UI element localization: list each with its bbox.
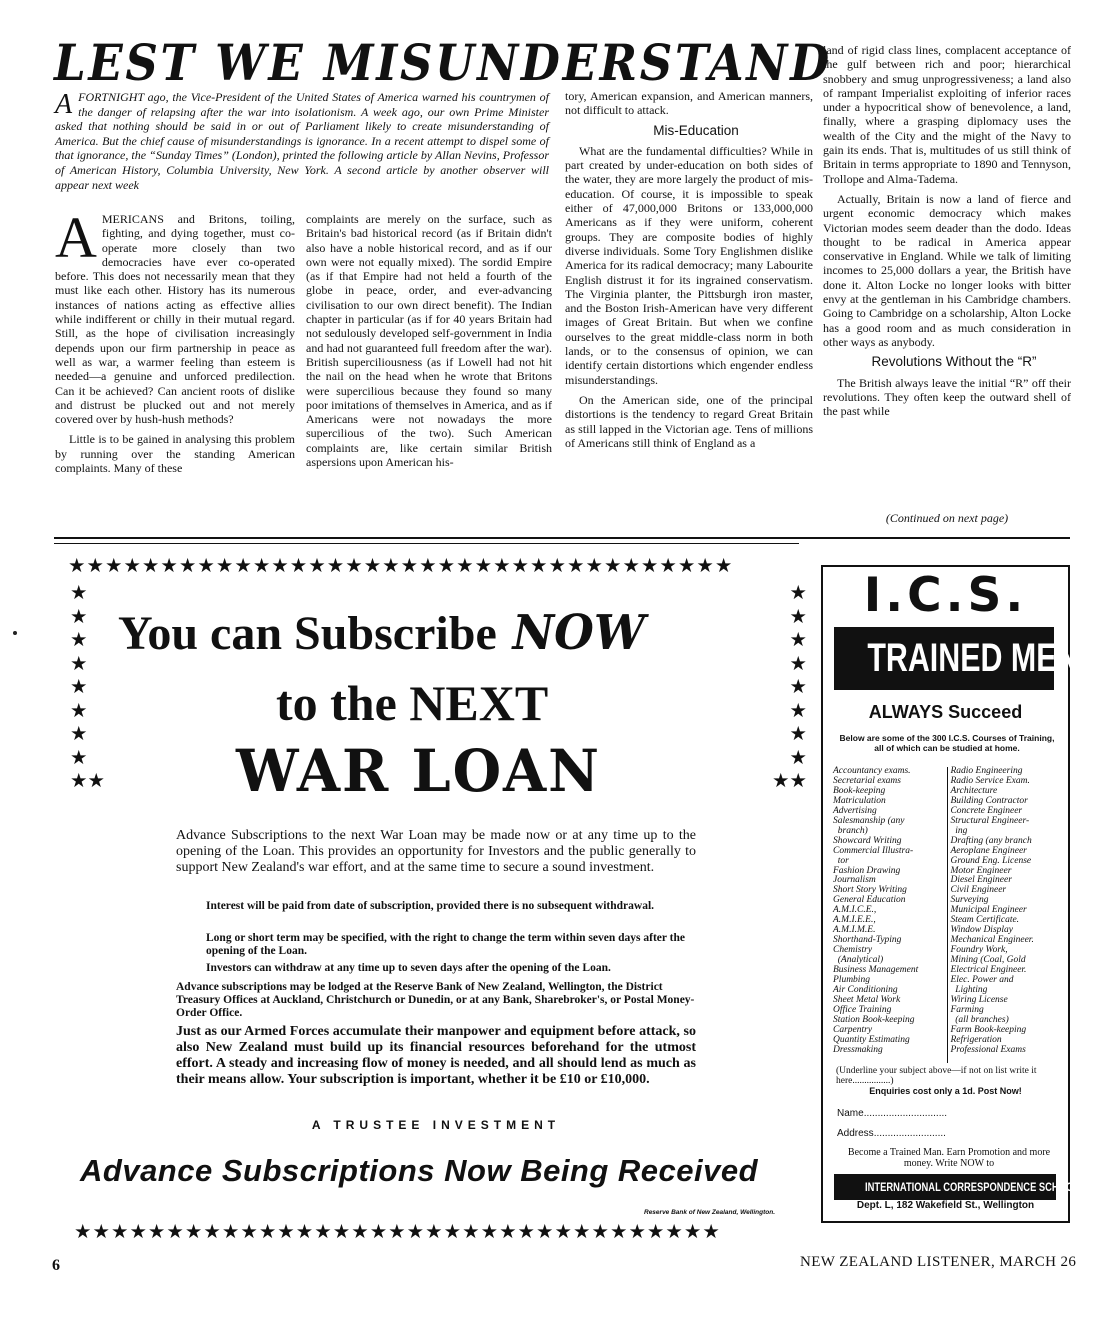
course-item: Civil Engineer [950,885,1007,896]
article-column-2 [306,212,552,469]
print-blemish [13,631,17,635]
publication-folio: NEW ZEALAND LISTENER, MARCH 26 [800,1254,1077,1270]
become-trained-note: Become a Trained Man. Earn Promotion and more money. Write NOW to [847,1147,1051,1169]
course-item: Radio Engineering [950,766,1023,776]
trustee-investment-label: A TRUSTEE INVESTMENT [311,1118,561,1132]
intro-text: FORTNIGHT ago, the Vice-President of the United States of America warned his countrymen of the danger of relapsing after the war into isolationism. A week ago, our own Prime Minister asked that nothing should be said in or out of Parliament likely to create misunderstanding of America. But the chief cause of misunderstandings is ignorance. In a recent attempt to dispel some of that ignorance, the “Sunday Times” (London), printed the following article by Allan Nevins, Professor of American History, Columbia University, New York. A second article by another observer will appear next week [55,90,549,192]
intro-drop-letter: A [55,89,73,120]
body-paragraph: The British always leave the initial “R” off their revolutions. They often keep the outward shell of the past while [823,375,1071,419]
subheading-mis-education: Mis-Education [653,122,739,138]
star-border-bottom: ★★★★★★★★★★★★★★★★★★★★★★★★★★★★★★★★★★★ [74,1220,721,1243]
course-item: Carpentry [833,1024,873,1035]
war-loan-lodging-info: Advance subscriptions may be lodged at the Reserve Bank of New Zealand, Wellington, the District Treasury Offices at Auckland, Christchurch or Dunedin, or at any Bank, Sharebroker's, or Postal Money-Order Office. [176,981,695,1019]
always-succeed [821,702,1070,723]
underline-instruction: (Underline your subject above—if not on list write it here................) [836,1066,1037,1086]
course-item: Dressmaking [833,1044,883,1055]
war-loan-title-line-1 [118,605,738,662]
ics-title: I.C.S. [863,568,1028,623]
course-item: Electrical Engineer. [950,965,1027,976]
course-item: Window Display [950,925,1013,936]
course-item: Surveying [950,895,989,906]
course-item: Elec. Power and [950,975,1014,986]
course-item: Accountancy exams. [833,766,911,776]
trained-men-banner [834,627,1079,690]
schools-text: INTERNATIONAL CORRESPONDENCE SCHOOLS [865,1180,1086,1194]
title-subscribe: You can Subscribe [118,607,497,660]
advance-subscriptions-banner: Advance Subscriptions Now Being Received [80,1153,759,1188]
article-intro [55,90,549,192]
course-item: Mining (Coal, Gold [950,955,1026,966]
body-paragraph-text: MERICANS and Britons, toiling, fighting, and dying together, must co-operate more closely than two democracies have ever co-operated before. This does not necessarily mean that they must like each other. History has its numerous instances of nations acting as effective allies while indifferent or chilly in their mutual regard. Still, as the hope of civilisation increasingly depends upon our firm partnership in peace as well as war, a warmer feeling than esteem is needed—a genuine and unforced predilection. Can it be achieved? Can ancient roots of dislike and distrust be plucked out and not merely covered over by hush-hush methods? [55,212,295,427]
course-item: Professional Exams [950,1044,1026,1055]
course-column-right [947,767,1059,1063]
article-headline: LEST WE MISUNDERSTAND [54,33,832,92]
body-paragraph: land of rigid class lines, complacent acceptance of the gulf between rich and poor; hierarchical snobbery and smug unprogressiveness; a land also of rampant Imperialist exploiting of inferior races under a hypocritical show of benevolence, a land, finally, where a grasping diplomacy uses the wealth of the City and the might of the Navy to gain its ends. That is, multitudes of us still think of Britain in terms appropriate to 1890 and Tennyson, Trollope and Alma-Tadema. [823,43,1071,186]
course-item: Mechanical Engineer. [950,935,1034,946]
course-item: Ground Eng. License [950,855,1032,866]
course-item: Municipal Engineer [950,905,1027,916]
name-dots: .............................. [863,1108,948,1119]
enquiries-note: Enquiries cost only a 1d. Post Now! [869,1086,1022,1096]
course-item: Radio Service Exam. [950,775,1030,786]
body-drop-cap: A [55,205,97,270]
war-loan-condition: Interest will be paid from date of subscription, provided there is no subsequent withdrawal. [206,900,655,912]
course-item: A.M.I.C.E., [833,905,877,916]
address-field[interactable] [837,1128,1063,1139]
body-paragraph: On the American side, one of the principal distortions is the tendency to regard Great Britain as still lapped in the Victorian age. Tens of millions of Americans still think of England as a [565,392,813,450]
course-item: Foundry Work, [950,945,1008,956]
succeed-text: Succeed [948,702,1023,722]
course-item: Business Management [833,965,919,976]
name-label: Name [837,1108,864,1119]
course-item: tor [833,855,849,866]
ics-schools-banner [834,1174,1086,1200]
course-item: Commercial Illustra- [833,845,914,856]
course-item: Lighting [950,984,988,995]
course-item: A.M.I.E.E., [833,915,876,926]
article-column-4 [823,43,1071,418]
war-loan-condition: Long or short term may be specified, with the right to change the term within seven days after the opening of the Loan. [206,932,686,957]
course-item: Chemistry [833,945,873,956]
war-loan-title-line-3: WAR LOAN [236,737,601,805]
trained-men-text: TRAINED MEN [867,636,1079,680]
course-item: Short Story Writing [833,885,907,896]
course-item: Wiring License [950,994,1008,1005]
star-border-right: ★ ★ ★ ★ ★ ★ ★ ★ ★★ [772,581,807,792]
course-item: (Analytical) [833,955,884,966]
course-item: Refrigeration [950,1034,1002,1045]
war-loan-paragraph: Advance Subscriptions to the next War Loan may be made now or at any time up to the opening of the Loan. This provides an opportunity for Investors and the public generally to support New Zealand's war effort, and at the same time to secure a sound investment. [176,828,696,875]
course-column-left [833,767,947,1063]
course-item: Sheet Metal Work [833,994,901,1005]
course-item: Building Contractor [950,795,1028,806]
always-text: ALWAYS [868,702,944,722]
course-item: ing [950,825,968,836]
course-item: Motor Engineer [950,865,1012,876]
ics-courses-intro: Below are some of the 300 I.C.S. Courses of Training, all of which can be studied at home. [839,733,1055,753]
course-item: Farming [950,1004,984,1015]
course-item: Fashion Drawing [833,865,901,876]
star-border-top: ★★★★★★★★★★★★★★★★★★★★★★★★★★★★★★★★★★★★ [68,554,734,577]
course-item: Concrete Engineer [950,805,1023,816]
course-item: Drafting (any branch [950,835,1032,846]
course-item: Salesmanship (any [833,815,905,826]
title-now: NOW [512,605,645,661]
course-item: General Education [833,895,906,906]
subheading-revolutions: Revolutions Without the “R” [871,354,1037,370]
article-column-1 [55,205,295,476]
course-item: Structural Engineer- [950,815,1030,826]
continued-note: (Continued on next page) [885,511,1009,525]
course-item: Showcard Writing [833,835,902,846]
course-item: Office Training [833,1004,892,1015]
section-divider-thin [54,543,799,544]
body-paragraph: Actually, Britain is now a land of fierce and urgent economic democracy which makes Victorian modes seem deader than the dodo. Ideas thought to be radical in America appear conservative in England. While we talk of limiting incomes to 25,000 dollars a year, the British have done it. Alton Locke no longer looks with bitter envy at the gentleman in his Cambridge chambers. Going to Cambridge on a scholarship, Alton Locke has a good room and as much consideration in other ways as anybody. [823,191,1071,349]
body-paragraph: complaints are merely on the surface, such as Britain's bad historical record (as if Britain didn't also have a noble historical record, and as if our own were not equally mixed). The sordid Empire (as if that Empire had not held a fourth of the globe in peace, order, and ever-advancing civilisation to our own direct benefit). The Indian chapter in particular (as if for 40 years Britain had not sedulously developed self-government in India and had not guaranteed full freedom after the war). British superciliousness (as if Lowell had not hit the nail on the head when he wrote that Britons were supercilious because they found so many poor imitations of themselves in America, and as if Americans were not nowadays the more supercilious of the two). Such American complaints are, like certain similar British aspersions upon American his- [306,212,552,470]
course-item: Farm Book-keeping [950,1024,1027,1035]
course-item: A.M.I.M.E. [833,925,876,936]
course-item: Advertising [833,805,877,816]
course-item: branch) [833,825,868,836]
course-item: Book-keeping [833,785,886,796]
war-loan-appeal: Just as our Armed Forces accumulate their manpower and equipment before attack, so also New Zealand must build up its financial resources beforehand for the utmost effort. A steady and increasing flow of money is needed, and all should lend as much as their means allow. Your subscription is important, whether it be £10 or £10,000. [176,1024,696,1087]
course-item: Matriculation [833,795,886,806]
course-item: Architecture [950,785,998,796]
star-border-left: ★ ★ ★ ★ ★ ★ ★ ★ ★★ [70,581,105,792]
address-dots: .......................... [873,1128,946,1139]
body-paragraph [55,205,295,427]
section-divider [54,537,1070,539]
address-label: Address [837,1128,874,1139]
page-number: 6 [52,1257,60,1274]
article-column-3 [565,89,813,450]
course-item: Steam Certificate. [950,915,1020,926]
course-item: Journalism [833,875,876,886]
ics-course-list [833,767,1059,1063]
reserve-bank-credit: Reserve Bank of New Zealand, Wellington. [644,1209,775,1216]
course-item: Aeroplane Engineer [950,845,1027,856]
war-loan-title-line-2: to the NEXT [276,675,549,731]
course-item: (all branches) [950,1014,1009,1025]
name-field[interactable] [837,1108,1063,1119]
body-paragraph: What are the fundamental difficulties? While in part created by under-education on both sides of the water, they are more largely the product of mis-education. Of course, it is impossible to speak either of 47,000,000 Britons or 133,000,000 Americans as if they were uniform, coherent groups. They are composite bodies of highly diverse individuals. Some Tory Englishmen dislike America for its radical democracy; many Labourite English distrust it for its ingrained conservatism. The Virginia planter, the Pittsburgh iron master, and the Boston Irish-American have very different images of Great Britain. But when we confine ourselves to the great middle-class norm in both lands, or to the consensus of opinion, we can identify certain distortions which engender endless misunderstandings. [565,143,813,387]
body-paragraph: tory, American expansion, and American manners, not difficult to attack. [565,89,813,118]
course-item: Diesel Engineer [950,875,1012,886]
course-item: Plumbing [833,975,870,986]
ics-address-line: Dept. L, 182 Wakefield St., Wellington [856,1200,1035,1211]
course-item: Shorthand-Typing [833,935,902,946]
war-loan-condition: Investors can withdraw at any time up to seven days after the opening of the Loan. [206,962,611,974]
course-item: Quantity Estimating [833,1034,910,1045]
course-item: Air Conditioning [833,984,898,995]
course-item: Secretarial exams [833,775,901,786]
course-item: Station Book-keeping [833,1014,915,1025]
body-paragraph: Little is to be gained in analysing this problem by running over the standing American complaints. Many of these [55,432,295,476]
